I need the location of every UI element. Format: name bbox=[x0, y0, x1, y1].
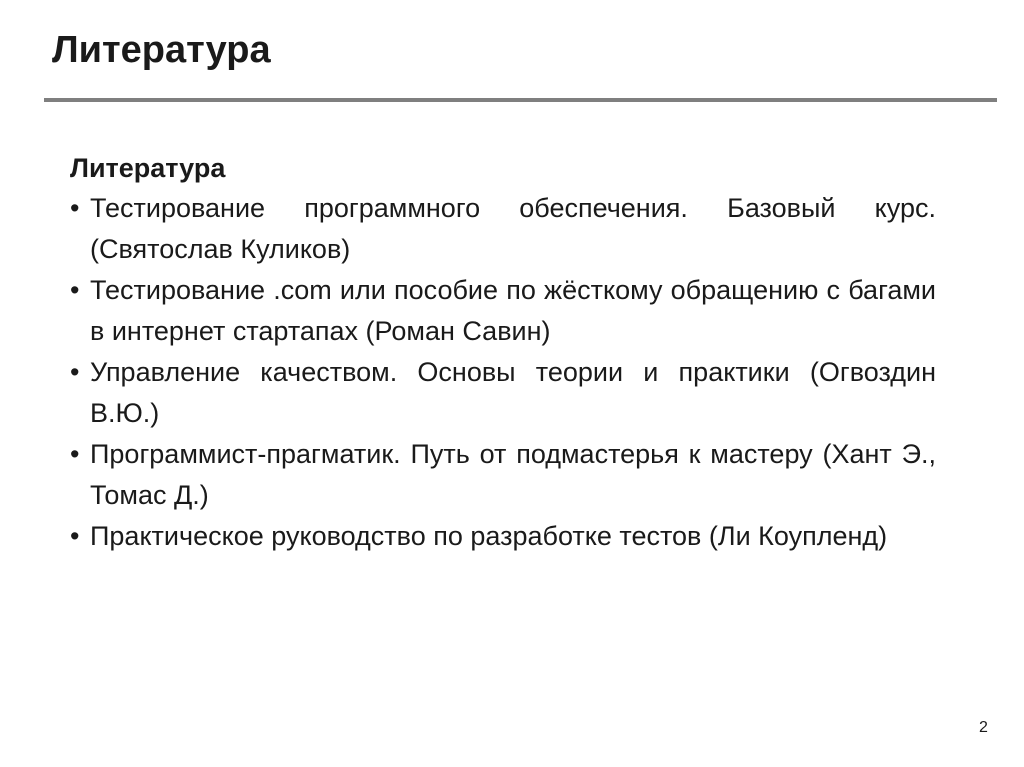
slide-content bbox=[70, 148, 936, 557]
reference-text: Тестирование программного обеспечения. Базовый курс. (Святослав Куликов) bbox=[90, 193, 936, 264]
reference-item bbox=[70, 434, 936, 516]
reference-item bbox=[70, 516, 936, 557]
reference-item bbox=[70, 352, 936, 434]
bullet-icon: • bbox=[70, 357, 80, 387]
bullet-icon: • bbox=[70, 275, 80, 305]
bullet-icon: • bbox=[70, 193, 80, 223]
reference-item bbox=[70, 270, 936, 352]
section-heading: Литература bbox=[70, 153, 226, 183]
reference-text: Практическое руководство по разработке тестов (Ли Коупленд) bbox=[90, 521, 888, 551]
bullet-icon: • bbox=[70, 439, 80, 469]
title-divider bbox=[44, 98, 997, 102]
reference-item bbox=[70, 188, 936, 270]
reference-text: Программист-прагматик. Путь от подмастерья к мастеру (Хант Э., Томас Д.) bbox=[90, 439, 936, 510]
page-number: 2 bbox=[979, 719, 988, 736]
slide-title: Литература bbox=[52, 29, 271, 71]
reference-list bbox=[70, 188, 936, 557]
reference-text: Управление качеством. Основы теории и практики (Огвоздин В.Ю.) bbox=[90, 357, 936, 428]
reference-text: Тестирование .com или пособие по жёсткому обращению с багами в интернет стартапах (Роман Савин) bbox=[90, 275, 936, 346]
bullet-icon: • bbox=[70, 521, 80, 551]
